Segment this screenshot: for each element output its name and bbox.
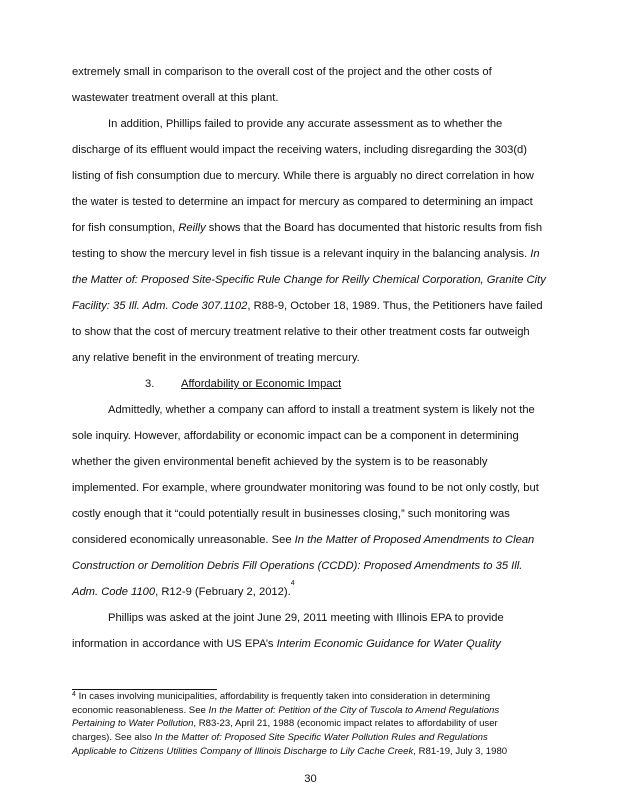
body-line	[72, 189, 562, 215]
text-run: 3.	[145, 378, 155, 390]
text-run: , R81-19, July 3, 1980	[413, 745, 508, 757]
body-line	[72, 579, 562, 605]
body-line	[72, 631, 562, 657]
citation-text: Construction or Demolition Debris Fill Operations (CCDD): Proposed Amendments to 35 Ill.	[72, 560, 523, 572]
citation-text: Facility: 35 Ill. Adm. Code 307.1102	[72, 300, 248, 312]
body-line	[72, 215, 562, 241]
text-run: whether the given environmental benefit achieved by the system is to be reasonably	[72, 456, 488, 468]
footnote-marker: 4	[290, 580, 295, 587]
body-line	[72, 449, 562, 475]
body-line	[72, 85, 562, 111]
text-run: extremely small in comparison to the overall cost of the project and the other costs of	[72, 66, 492, 78]
text-run: information in accordance with US EPA’s	[72, 638, 277, 650]
text-run: any relative benefit in the environment of treating mercury.	[72, 352, 360, 364]
text-run: In addition, Phillips failed to provide any accurate assessment as to whether the	[108, 118, 503, 130]
text-run: sole inquiry. However, affordability or economic impact can be a component in determining	[72, 430, 519, 442]
body-text	[72, 59, 562, 657]
footnote-line	[72, 717, 562, 731]
body-line	[72, 553, 562, 579]
text-run: Admittedly, whether a company can afford to install a treatment system is likely not the	[108, 404, 535, 416]
body-line	[72, 267, 562, 293]
text-run: to show that the cost of mercury treatment relative to their other treatment costs far outweigh	[72, 326, 530, 338]
text-run: wastewater treatment overall at this plant.	[72, 92, 279, 104]
body-line	[72, 527, 562, 553]
citation-text: the Matter of: Proposed Site-Specific Rule Change for Reilly Chemical Corporation, Granite City	[72, 274, 546, 286]
body-line	[72, 111, 562, 137]
text-run: In cases involving municipalities, affordability is frequently taken into consideration in determining	[75, 691, 491, 702]
text-run: costly enough that it “could potentially result in businesses closing,” such monitoring was	[72, 508, 510, 520]
page-number: 30	[304, 773, 317, 785]
citation-text: Pertaining to Water Pollution	[72, 718, 194, 730]
text-run: listing of fish consumption due to mercury. While there is arguably no direct correlation in how	[72, 170, 534, 182]
text-run: , R12-9 (February 2, 2012).	[155, 586, 291, 598]
text-run: testing to show the mercury level in fish tissue is a relevant inquiry in the balancing analysis.	[72, 248, 531, 260]
footnote-line	[72, 745, 562, 759]
body-line	[72, 475, 562, 501]
citation-text: Adm. Code 1100	[72, 586, 156, 598]
footnote	[72, 690, 562, 758]
text-run: discharge of its effluent would impact the receiving waters, including disregarding the 303(d)	[72, 144, 528, 156]
text-run: , R88-9, October 18, 1989. Thus, the Petitioners have failed	[247, 300, 543, 312]
section-heading	[72, 371, 562, 397]
text-run: for fish consumption,	[72, 222, 179, 234]
body-line	[72, 241, 562, 267]
citation-text: In the Matter of: Proposed Site Specific Water Pollution Rules and Regulations	[154, 732, 488, 744]
text-run: the water is tested to determine an impact for mercury as compared to determining an impact	[72, 196, 533, 208]
body-line	[72, 345, 562, 371]
body-line	[72, 163, 562, 189]
footnote-marker: 4	[72, 691, 76, 698]
body-line	[72, 319, 562, 345]
text-run: considered economically unreasonable. See	[72, 534, 295, 546]
citation-text: Applicable to Citizens Utilities Company of Illinois Discharge to Lily Cache Creek	[72, 745, 414, 757]
body-line	[72, 501, 562, 527]
text-run: shows that the Board has documented that historic results from fish	[205, 222, 543, 234]
footnote-line	[72, 731, 562, 745]
text-run: implemented. For example, where groundwater monitoring was found to be not only costly, but	[72, 482, 539, 494]
citation-text: In the Matter of Proposed Amendments to Clean	[294, 534, 535, 546]
text-run: Affordability or Economic Impact	[181, 378, 342, 390]
citation-text: In the Matter of: Petition of the City of Tuscola to Amend Regulations	[208, 704, 500, 716]
footnote-line	[72, 704, 562, 718]
footnote-line	[72, 690, 562, 704]
body-line	[72, 59, 562, 85]
citation-text: Reilly	[178, 222, 206, 234]
citation-text: Interim Economic Guidance for Water Quality	[276, 638, 501, 650]
body-line	[72, 137, 562, 163]
text-run: economic reasonableness. See	[72, 704, 209, 716]
citation-text: In	[530, 248, 540, 260]
body-line	[72, 423, 562, 449]
body-line	[72, 605, 562, 631]
body-line	[72, 397, 562, 423]
text-run: , R83-23, April 21, 1988 (economic impact relates to affordability of user	[193, 718, 498, 730]
text-run: charges). See also	[72, 732, 155, 744]
body-line	[72, 293, 562, 319]
text-run: Phillips was asked at the joint June 29, 2011 meeting with Illinois EPA to provide	[108, 612, 504, 624]
